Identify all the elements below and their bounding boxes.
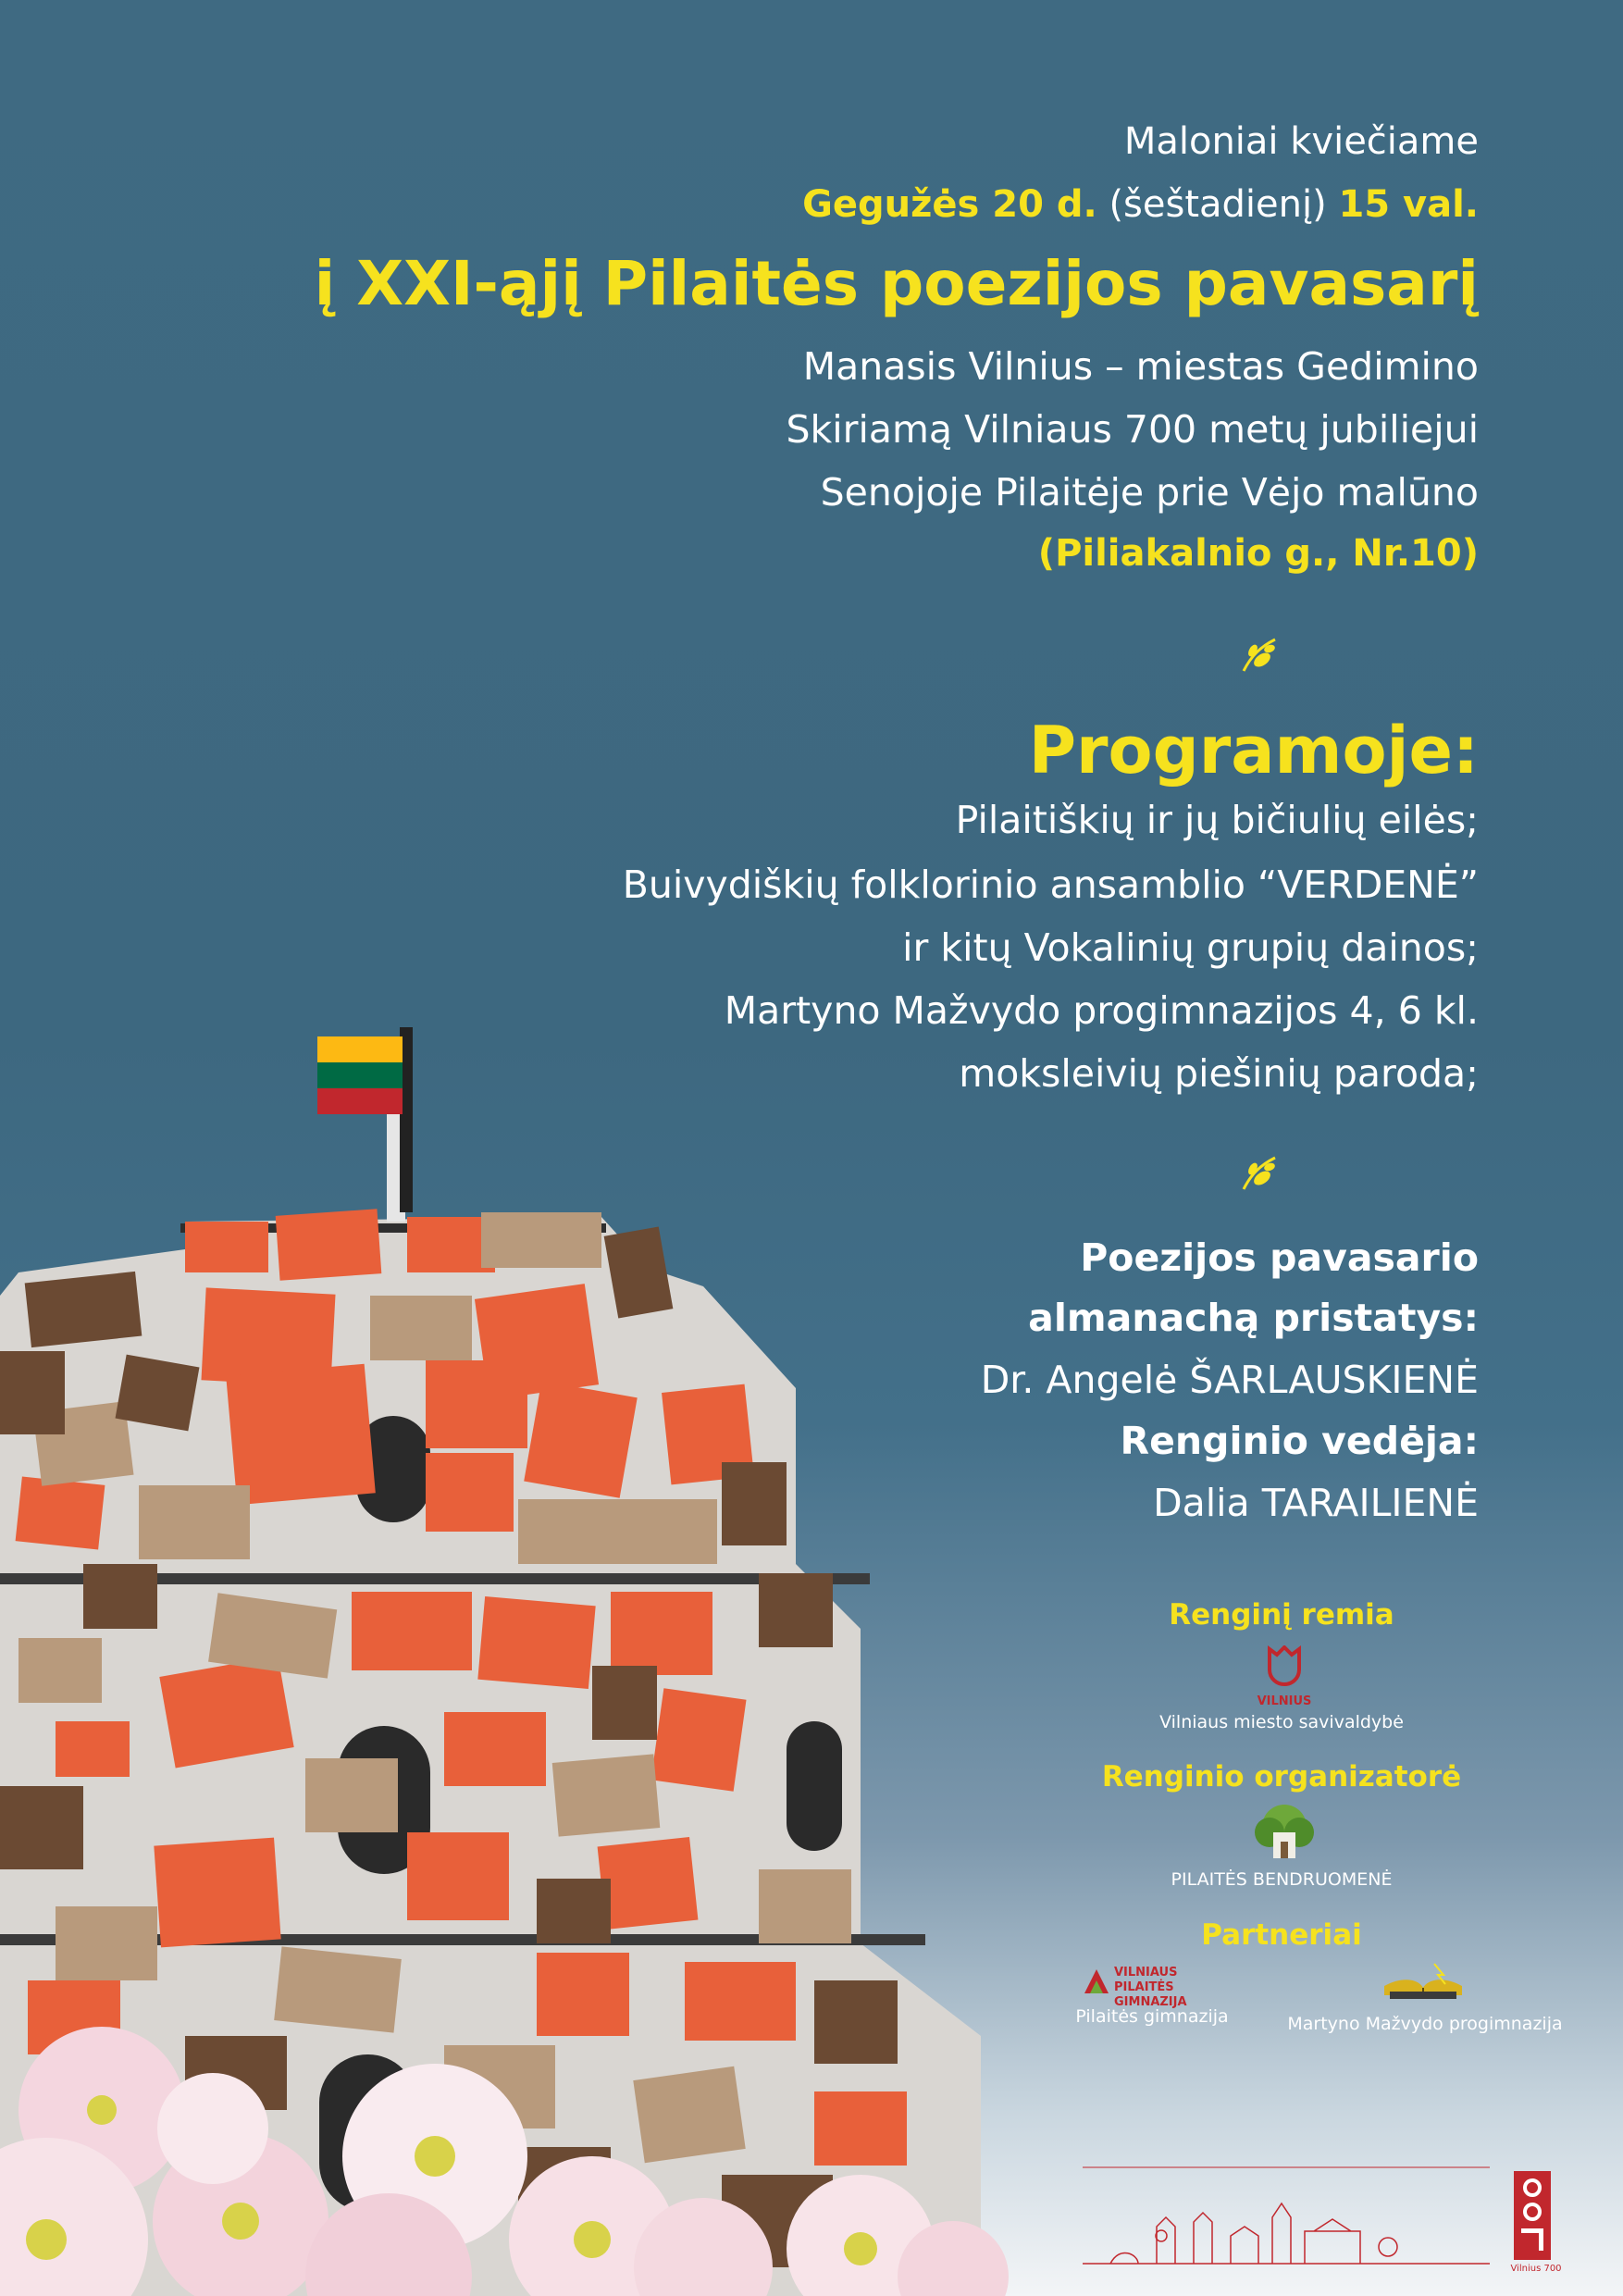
partner-1-logo-text: VILNIAUS PILAITĖS GIMNAZIJA [1114,1966,1187,2009]
partner-2-name: Martyno Mažvydo progimnazija [1287,2014,1563,2034]
vilnius-700-logo-mark [1514,2171,1551,2260]
organizer-heading: Renginio organizatorė [1101,1760,1462,1793]
almanac-presenter: Dr. Angelė ŠARLAUSKIENĖ [980,1358,1479,1402]
event-date-time [802,183,1479,226]
support-heading: Renginį remia [1169,1598,1394,1632]
almanac-heading-2: almanachą pristatys: [1028,1296,1479,1340]
event-date: Gegužės 20 d. [802,183,1097,226]
pilaite-community-logo-icon [1249,1801,1319,1866]
event-location: Senojoje Pilaitėje prie Vėjo malūno [820,470,1479,515]
leaf-divider-icon [1238,634,1281,676]
program-item: Pilaitiškių ir jų bičiulių eilės; [955,798,1479,842]
vilnius-skyline-line-art [1083,2162,1490,2273]
event-subtitle-2: Skiriamą Vilniaus 700 metų jubiliejui [786,407,1479,452]
program-item: Martyno Mažvydo progimnazijos 4, 6 kl. [724,988,1479,1033]
program-item: Buivydiškių folklorinio ansamblio “VERDENĖ” [622,863,1479,907]
event-weekday: (šeštadienį) [1109,183,1327,226]
partners-heading: Partneriai [1201,1918,1362,1952]
program-heading: Programoje: [1028,713,1479,788]
vilnius-700-logo-text: Vilnius 700 [1510,2264,1562,2274]
support-name: Vilniaus miesto savivaldybė [1159,1712,1404,1732]
mazvydas-school-book-logo-icon [1377,1958,1469,2001]
vilnius-logo-word: VILNIUS [1257,1694,1312,1708]
event-time: 15 val. [1338,183,1479,226]
organizer-name: PILAITĖS BENDRUOMENĖ [1171,1869,1393,1890]
host-person: Dalia TARAILIENĖ [1153,1481,1479,1525]
program-item: moksleivių piešinių paroda; [959,1051,1479,1096]
invitation-intro: Maloniai kviečiame [1123,120,1479,163]
event-subtitle-1: Manasis Vilnius – miestas Gedimino [802,344,1479,389]
host-heading: Renginio vedėja: [1120,1419,1479,1463]
pilaite-gymnasium-logo-icon [1081,1966,1112,1997]
leaf-divider-icon [1238,1152,1281,1195]
partner-1-name: Pilaitės gimnazija [1075,2006,1229,2027]
vilnius-coat-of-arms-icon [1264,1645,1305,1686]
event-address: (Piliakalnio g., Nr.10) [1037,532,1479,575]
program-item: ir kitų Vokalinių grupių dainos; [902,925,1479,970]
almanac-heading-1: Poezijos pavasario [1080,1235,1479,1280]
event-title: į XXI-ąjį Pilaitės poezijos pavasarį [314,248,1479,319]
